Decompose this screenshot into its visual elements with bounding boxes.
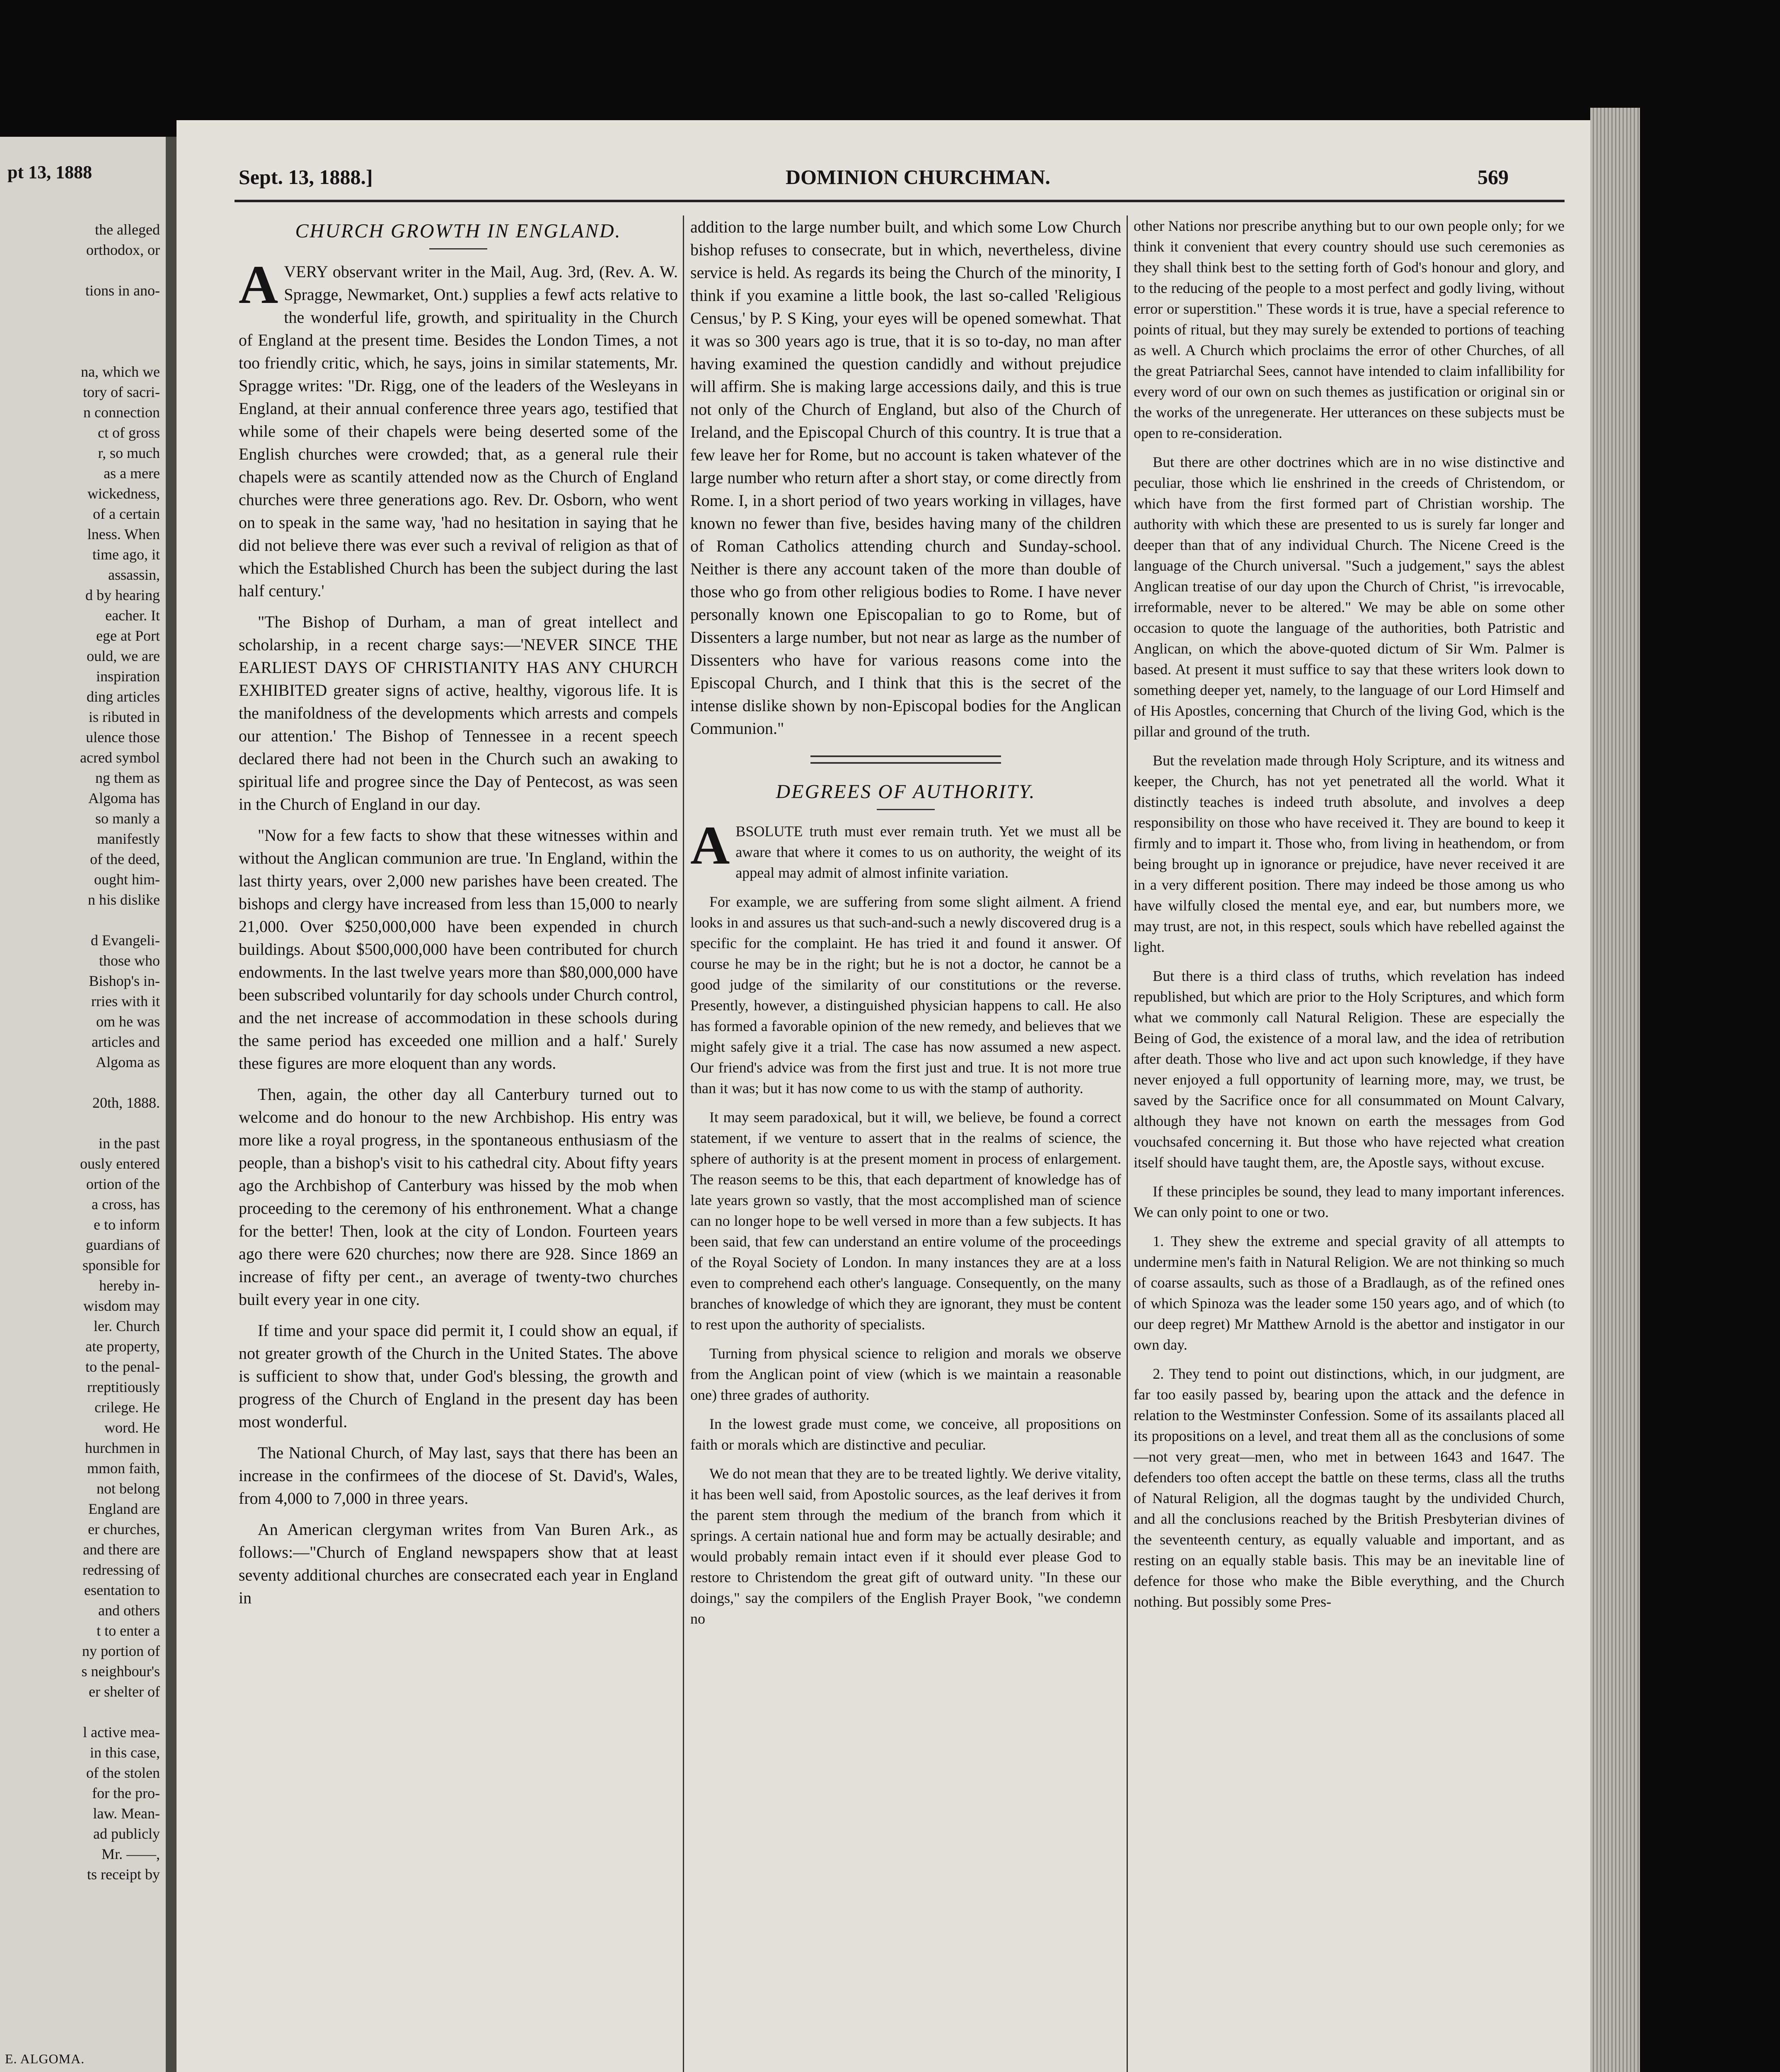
facing-page-line: ously entered — [80, 1155, 160, 1172]
facing-page-line: ould, we are — [87, 648, 160, 664]
facing-page-line: acred symbol — [80, 749, 160, 766]
newspaper-page — [177, 120, 1590, 2072]
facing-page-line: manifestly — [97, 830, 160, 847]
facing-page-line: articles and — [92, 1034, 160, 1050]
facing-page-line: so manly a — [95, 810, 160, 827]
facing-page-line: r, so much — [98, 445, 160, 461]
facing-page-line: of the deed, — [90, 851, 160, 867]
facing-page-line: law. Mean- — [93, 1805, 160, 1822]
page-number: 569 — [1478, 165, 1509, 189]
facing-page-line: word. He — [104, 1419, 160, 1436]
facing-page-header: pt 13, 1888 — [7, 162, 92, 182]
facing-page-line: Algoma has — [88, 790, 160, 806]
facing-page-line — [2, 1072, 160, 1093]
facing-page-line: eacher. It — [105, 607, 160, 624]
facing-page-line: in this case, — [90, 1744, 160, 1761]
paper-title: DOMINION CHURCHMAN. — [786, 165, 1050, 189]
article-paragraph: "The Bishop of Durham, a man of great intellect and scholarship, in a recent charge says:—'NEVER SINCE THE EARLIEST DAYS OF CHRISTIANITY HAS ANY CHURCH EXHIBITED greater signs of active, healthy, vigorous life. It is the manifoldness of the developments which arrests and compels our attention.' The Bishop of Tennessee in a recent speech declared there had not been in the Church such an awaking to spiritual life and progree since the Day of Pentecost, as was seen in the Church of England in our day. — [239, 612, 678, 813]
facing-page-line: e to inform — [94, 1216, 160, 1233]
facing-page-line: ortion of the — [86, 1176, 160, 1192]
column-2 — [690, 215, 1121, 1637]
facing-page-line: mmon faith, — [87, 1460, 160, 1477]
title-rule — [877, 809, 935, 810]
facing-page-line: ng them as — [95, 770, 160, 786]
running-head — [177, 165, 1590, 198]
facing-page-line — [2, 301, 160, 321]
drop-cap: A — [690, 815, 730, 876]
facing-page-line: wickedness, — [87, 485, 160, 502]
article-paragraph: For example, we are suffering from some slight ailment. A friend looks in and assures us that such-and-such a newly discovered drug is a specific for the complaint. He has tried it and found it answer. Of course he may be in the right; but he is not a doctor, he cannot be a good judge of the similarity of our constitutions or the reverse. Presently, however, a distinguished physician happens to call. He also has formed a favorable opinion of the new remedy, and believes that we might safely give it a trial. The case has now assumed a new aspect. Our friend's advice was from the first just and true. It is not more true than it was; but it has now come to us with the stamp of authority. — [690, 893, 1121, 1097]
facing-page-line: as a mere — [104, 465, 160, 482]
facing-page-line: l active mea- — [83, 1724, 160, 1740]
facing-page-line — [2, 260, 160, 281]
facing-page-line: inspiration — [96, 668, 160, 685]
article-paragraph: But there is a third class of truths, which revelation has indeed republished, but which are prior to the Holy Scriptures, and which form what we commonly call Natural Religion. These are especially the Being of God, the existence of a moral law, and the idea of retribution after death. Those who live and act upon such knowledge, if they have never enjoyed a full opportunity of learning more, may, we trust, be saved by the Sacrifice once for all consummated on Mount Calvary, although they have not known on earth the messages from God vouchsafed concerning it. But those who have rejected what creation itself should have taught them, are, the Apostle says, without excuse. — [1134, 968, 1565, 1171]
facing-page-line: om he was — [96, 1013, 160, 1030]
facing-page — [0, 137, 166, 2072]
facing-page-line: redressing of — [82, 1561, 160, 1578]
article-title: DEGREES OF AUTHORITY. — [776, 781, 1036, 803]
book-gutter — [166, 137, 177, 2072]
section-divider — [810, 755, 1001, 764]
facing-page-line: in the past — [99, 1135, 160, 1152]
facing-page-line: esentation to — [84, 1582, 160, 1598]
facing-page-signature: E. ALGOMA. — [5, 2051, 85, 2066]
title-rule — [429, 248, 487, 249]
article-paragraph: other Nations nor prescribe anything but to our own people only; for we think it convenient that every country should use such ceremonies as they shall think best to the setting forth of God's honour and glory, and to the reducing of the people to a most perfect and godly living, without error or superstition." These words it is true, have a special reference to points of ritual, but they may surely be extended to portions of teaching as well. A Church which proclaims the error of other Churches, of all the great Patriarchal Sees, cannot have intended to claim infallibility for every word of our own on such themes as justification or original sin or the works of the unregenerate. Her utterances on these subjects must be open to re-consideration. — [1134, 218, 1565, 441]
article-paragraph: It may seem paradoxical, but it will, we believe, be found a correct statement, if we venture to assert that in the realms of science, the sphere of authority is at the present moment in process of enlargement. The reason seems to be this, that each department of knowledge has of late years grown so vastly, that the most accomplished man of science can no longer hope to be well versed in more than a few subjects. It has been said, that few can understand an entire volume of the proceedings of the Royal Society of London. In many instances they are at a loss even to comprehend each other's language. Consequently, on the many branches of knowledge of which they are ignorant, they must be content to rest upon the authority of specialists. — [690, 1109, 1121, 1333]
facing-page-line: of a certain — [93, 506, 160, 522]
facing-page-line: rreptitiously — [87, 1379, 160, 1395]
article-paragraph: 2. They tend to point out distinctions, which, in our judgment, are far too easily passed by, bearing upon the attack and the defence in relation to the Westminster Confession. Some of its assailants placed all its propositions on a level, and treat them all as the conclusions of some—not very great—men, who met in between 1643 and 1647. The defenders too often accept the battle on these terms, class all the truths of Natural Religion, all the dogmas taught by the undivided Church, and all the conclusions reached by the British Presbyterian divines of the seventeenth century, as equally valuable and important, and as resting on an equally stable basis. This may be an inevitable line of defence for those who make the Bible everything, and the Church nothing. But possibly some Pres- — [1134, 1365, 1565, 1610]
article-paragraph: Then, again, the other day all Canterbury turned out to welcome and do honour to the new Archbishop. His entry was more like a royal progress, in the spontaneous enthusiasm of the people, than a bishop's visit to his cathedral city. About fifty years ago the Archbishop of Canterbury was hissed by the mob when proceeding to the ceremony of his enthronement. What a change for the better! Then, look at the city of London. Fourteen years ago there were 620 churches; now there are 928. Since 1869 an increase of fifty per cent., an average of twenty-two churches built every year in one city. — [239, 1085, 678, 1309]
book-page-edges — [1590, 108, 1640, 2072]
facing-page-line: Algoma as — [96, 1054, 160, 1070]
facing-page-line: time ago, it — [92, 546, 160, 563]
facing-page-line: Bishop's in- — [89, 973, 160, 989]
facing-page-line: ct of gross — [98, 424, 160, 441]
issue-date: Sept. 13, 1888.] — [239, 165, 373, 189]
facing-page-line: to the penal- — [85, 1358, 160, 1375]
facing-page-line: er shelter of — [89, 1683, 160, 1700]
facing-page-line: n connection — [83, 404, 160, 421]
facing-page-line: d by hearing — [85, 587, 160, 603]
header-rule — [235, 200, 1565, 202]
facing-page-line: ding articles — [87, 688, 160, 705]
facing-page-line: guardians of — [86, 1237, 160, 1253]
facing-page-line: ler. Church — [94, 1318, 160, 1334]
facing-page-text — [2, 220, 160, 1885]
facing-page-line: rries with it — [91, 993, 160, 1009]
facing-page-line: na, which we — [81, 363, 160, 380]
facing-page-line: for the pro- — [92, 1785, 160, 1801]
facing-page-line: hurchmen in — [85, 1440, 160, 1456]
column-rule — [1127, 215, 1128, 2072]
facing-page-line — [2, 910, 160, 930]
facing-page-line: the alleged — [95, 221, 160, 238]
article-paragraph: ABSOLUTE truth must ever remain truth. Yet we must all be aware that where it comes to us on authority, the weight of its appeal may admit of almost infinite variation. — [690, 815, 1121, 881]
facing-page-line: assassin, — [108, 566, 160, 583]
facing-page-line: Mr. ——, — [101, 1846, 160, 1862]
facing-page-line: those who — [99, 952, 160, 969]
article-paragraph: 1. They shew the extreme and special gravity of all attempts to undermine men's faith in Natural Religion. We are not thinking so much of coarse assaults, such as those of a Bradlaugh, as of the refined ones of which Spinoza was the leader some 150 years ago, and of which (to our deep regret) Mr Matthew Arnold is the abettor and instigator in our own day. — [1134, 1233, 1565, 1353]
facing-page-line: is ributed in — [89, 709, 160, 725]
facing-page-line: lness. When — [87, 526, 160, 542]
facing-page-line: ts receipt by — [87, 1866, 160, 1883]
facing-page-line: tions in ano- — [85, 282, 160, 299]
facing-page-line: ate property, — [85, 1338, 160, 1355]
article-paragraph: The National Church, of May last, says that there has been an increase in the confirmees of the diocese of St. David's, Wales, from 4,000 to 7,000 in three years. — [239, 1443, 678, 1508]
article-paragraph: Turning from physical science to religion and morals we observe from the Anglican point of view (which is we maintain a reasonable one) three grades of authority. — [690, 1345, 1121, 1403]
column-1 — [239, 215, 678, 1617]
facing-page-line: not belong — [97, 1480, 160, 1497]
facing-page-line: ny portion of — [82, 1643, 160, 1659]
column-3 — [1134, 215, 1565, 1620]
facing-page-line: ege at Port — [96, 627, 160, 644]
facing-page-line: t to enter a — [97, 1622, 160, 1639]
article-paragraph: We do not mean that they are to be treated lightly. We derive vitality, it has been well said, from Apostolic sources, as the leaf derives it from the parent stem through the medium of the branch from which it springs. A certain national hue and form may be actually desirable; and would probably remain intact even if it should ever please God to restore to Christendom the great gift of outward unity. "In these our doings," say the compilers of the English Prayer Book, "we condemn no — [690, 1465, 1121, 1627]
facing-page-line — [2, 341, 160, 362]
facing-page-line: a cross, has — [92, 1196, 160, 1213]
facing-page-line: tory of sacri- — [83, 384, 160, 400]
facing-page-line: crilege. He — [94, 1399, 160, 1416]
facing-page-line: ulence those — [86, 729, 160, 746]
article-paragraph: addition to the large number built, and which some Low Church bishop refuses to consecrate, but in which, nevertheless, divine service is held. As regards its being the Church of the minority, I think if you examine a little book, the last so-called 'Religious Census,' by P. S King, your eyes will be opened somewhat. That it was so 300 years ago is true, that it is so to-day, no man after having examined the question candidly and without prejudice will affirm. She is making large accessions daily, and this is true not only of the Church of England, but also of the Church of Ireland, and the Episcopal Church of this country. It is true that a few leave her for Rome, but no account is taken whatever of the large number who return after a short stay, or come directly from Rome. I, in a short period of two years working in villages, have known no fewer than five, besides having many of the children of Roman Catholics attending church and Sunday-school. Neither is there any account taken of the more than double of those who go from other religious bodies to Rome. I have never personally known one Episcopalian to go to Rome, but of Dissenters a large number, but not near as large as the number of Dissenters who have for various reasons come into the Episcopal Church, and I think that this is the secret of the intense dislike shown by non-Episcopal bodies for the Anglican Communion." — [690, 218, 1121, 738]
facing-page-line: ad publicly — [93, 1825, 160, 1842]
facing-page-line: hereby in- — [99, 1277, 160, 1294]
facing-page-line: sponsible for — [82, 1257, 160, 1273]
article-paragraph: An American clergyman writes from Van Buren Ark., as follows:—"Church of England newspapers show that at least seventy additional churches are consecrated each year in England in — [239, 1520, 678, 1607]
column-rule — [683, 215, 684, 2072]
article-paragraph: But there are other doctrines which are in no wise distinctive and peculiar, those which lie enshrined in the creeds of Christendom, or which have from the first formed part of Christian worship. The authority with which these are presented to us is surely far longer and deeper than that of any individual Church. The Nicene Creed is the language of the Church universal. "Such a judgement," says the ablest Anglican treatise of our day upon the Church of Christ, "is irrevocable, irreformable, never to be altered." We may be able on some other occasion to quote the language of the authorities, both Patristic and Anglican, on which the above-quoted dictum of Sir Wm. Palmer is based. At present it must suffice to say that these writers look down to something deeper yet, namely, to the language of our Lord Himself and of His Apostles, concerning that Church of the living God, which is the pillar and ground of the truth. — [1134, 454, 1565, 740]
facing-page-line: and there are — [83, 1541, 160, 1558]
article-paragraph: If these principles be sound, they lead to many important inferences. We can only point to one or two. — [1134, 1183, 1565, 1220]
facing-page-line: of the stolen — [86, 1765, 160, 1781]
facing-page-line — [2, 1113, 160, 1133]
facing-page-line: 20th, 1888. — [92, 1094, 160, 1111]
facing-page-line — [2, 1702, 160, 1722]
article-title: CHURCH GROWTH IN ENGLAND. — [295, 220, 622, 242]
article-paragraph: But the revelation made through Holy Scripture, and its witness and keeper, the Church, has not yet penetrated all the world. What it distinctly teaches is indeed truth absolute, and involves a deep responsibility on those who have received it. They are bound to keep it firmly and to impart it. Those who, from living in heathendom, or from being brought up in ignorance or prejudice, have never received it are in a very different position. There may indeed be those among us who have wilfully closed the mental eye, and ear, but numbers more, we may trust, are not, in this respect, souls which have rebelled against the light. — [1134, 752, 1565, 955]
facing-page-line: orthodox, or — [86, 242, 160, 258]
facing-page-line: n his dislike — [87, 891, 160, 908]
article-paragraph: "Now for a few facts to show that these witnesses within and without the Anglican communion are true. 'In England, within the last thirty years, over 2,000 new parishes have been created. The bishops and clergy have increased from less than 15,000 to nearly 21,000. Over $250,000,000 have been expended in church buildings. About $500,000,000 have been contributed for church endowments. In the last twelve years more than $80,000,000 have been subscribed voluntarily for day schools under Church control, and the net increase of accommodation in these schools during the same period has exceeded one million and a half.' Surely these figures are more eloquent than any words. — [239, 826, 678, 1072]
article-paragraph: AVERY observant writer in the Mail, Aug. 3rd, (Rev. A. W. Spragge, Newmarket, Ont.) supplies a fewf acts relative to the wonderful life, growth, and spirituality in the Church of England at the present time. Besides the London Times, a not too friendly critic, which, he says, joins in similar statements, Mr. Spragge writes: "Dr. Rigg, one of the leaders of the Wesleyans in England, at their annual conference three years ago, testified that while some of their chapels were being deserted some of the English churches were crowded; that, as a general rule their chapels were as scantily attended now as the Church of England churches were three generations ago. Rev. Dr. Osborn, who went on to speak in the same way, 'had no hesitation in saying that he did not believe there was ever such a revival of religion as that of which the Established Church has been the subject during the last half century.' — [239, 254, 678, 600]
facing-page-line: wisdom may — [83, 1297, 160, 1314]
drop-cap: A — [239, 254, 278, 315]
facing-page-line: and others — [98, 1602, 160, 1619]
facing-page-line: England are — [88, 1501, 160, 1517]
article-paragraph: If time and your space did permit it, I could show an equal, if not greater growth of the Church in the United States. The above is sufficient to show that, under God's blessing, the growth and progress of the Church of England in the present day has been most wonderful. — [239, 1321, 678, 1431]
facing-page-line: er churches, — [88, 1521, 160, 1537]
facing-page-line: ought him- — [94, 871, 160, 888]
facing-page-line — [2, 321, 160, 341]
facing-page-line: s neighbour's — [81, 1663, 160, 1680]
facing-page-line: d Evangeli- — [91, 932, 160, 949]
article-paragraph: In the lowest grade must come, we conceive, all propositions on faith or morals which are distinctive and peculiar. — [690, 1416, 1121, 1453]
